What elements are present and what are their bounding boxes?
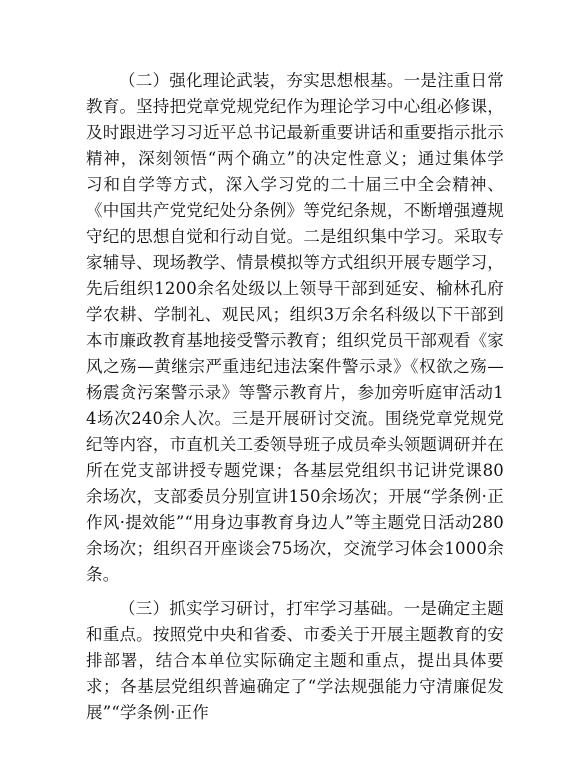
paragraph-section-two: （二）强化理论武装，夯实思想根基。一是注重日常教育。坚持把党章党规党纪作为理论学习中心组必修课，及时跟进学习习近平总书记最新重要讲话和重要指示批示精神，深刻领悟“两个确立”的决定性意义；通过集体学习和自学等方式，深入学习党的二十届三中全会精神、《中国共产党党纪处分条例》等党纪条规，不断增强遵规守纪的思想自觉和行动自觉。二是组织集中学习。采取专家辅导、现场教学、情景模拟等方式组织开展专题学习，先后组织1200余名处级以上领导干部到延安、榆林孔府学农耕、学制礼、观民风；组织3万余名科级以下干部到本市廉政教育基地接受警示教育；组织党员干部观看《家风之殇—黄继宗严重违纪违法案件警示录》《权欲之殇—杨震贪污案警示录》等警示教育片，参加旁听庭审活动14场次240余人次。三是开展研讨交流。围绕党章党规党纪等内容，市直机关工委领导班子成员牵头领题调研并在所在党支部讲授专题党课；各基层党组织书记讲党课80余场次，支部委员分别宣讲150余场次；开展“学条例·正作风·提效能”“用身边事教育身边人”等主题党日活动280余场次；组织召开座谈会75场次，交流学习体会1000余条。	[86, 71, 504, 584]
paragraph-section-three: （三）抓实学习研讨，打牢学习基础。一是确定主题和重点。按照党中央和省委、市委关于开展主题教育的安排部署，结合本单位实际确定主题和重点，提出具体要求；各基层党组织普遍确定了“学法规强能力守清廉促发展”“学条例·正作	[86, 599, 504, 722]
document-body	[86, 68, 504, 726]
